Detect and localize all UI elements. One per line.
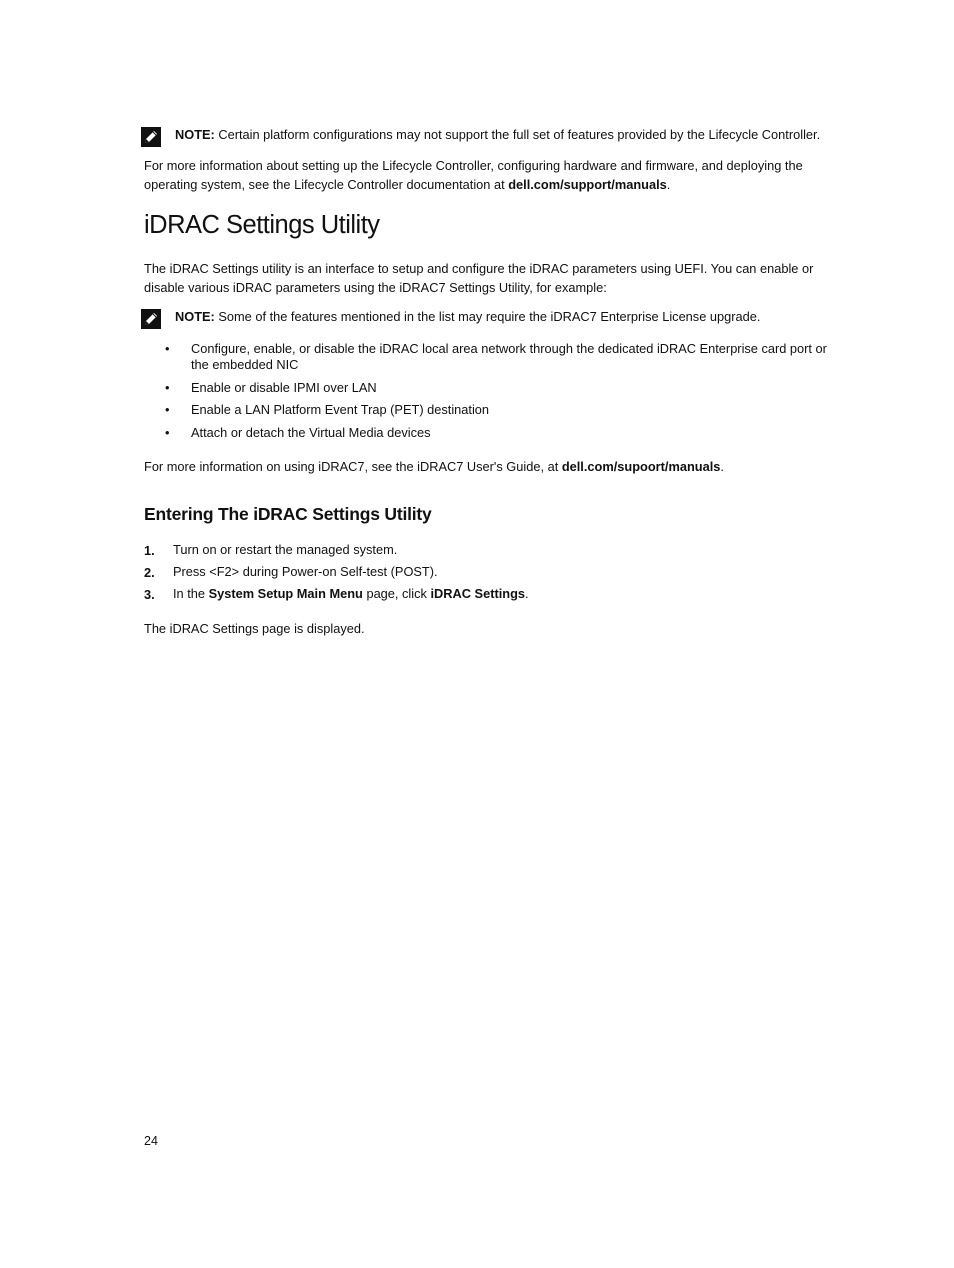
note-text-1 <box>175 127 820 143</box>
step-text: Press <F2> during Power-on Self-test (POST). <box>173 564 438 579</box>
bullet-text: Enable or disable IPMI over LAN <box>191 380 377 395</box>
idrac-settings-label: iDRAC Settings <box>430 586 526 601</box>
support-link[interactable]: dell.com/support/manuals <box>508 177 667 192</box>
bullet-icon: • <box>165 402 170 417</box>
bullet-icon: • <box>165 341 170 356</box>
note-callout-1 <box>140 126 840 152</box>
note-label: NOTE: <box>175 127 215 142</box>
step-number: 3. <box>144 587 155 602</box>
intro-paragraph <box>144 156 834 194</box>
result-paragraph: The iDRAC Settings page is displayed. <box>144 621 365 636</box>
feature-bullet-list <box>165 341 845 447</box>
step-number: 1. <box>144 543 155 558</box>
list-item <box>165 402 845 425</box>
note-label: NOTE: <box>175 309 215 324</box>
intro-period: . <box>666 177 671 192</box>
more-info-period: . <box>720 459 724 474</box>
bullet-text: Attach or detach the Virtual Media devices <box>191 425 431 440</box>
step-period: . <box>525 586 529 601</box>
more-info-text: For more information on using iDRAC7, see the iDRAC7 User's Guide, at <box>144 459 562 474</box>
note-body: Some of the features mentioned in the list may require the iDRAC7 Enterprise License upgrade. <box>214 309 761 324</box>
supoort-link[interactable]: dell.com/supoort/manuals <box>561 459 721 474</box>
page-number: 24 <box>144 1134 158 1148</box>
bullet-text: Configure, enable, or disable the iDRAC local area network through the dedicated iDRAC Enterprise card port or the embedded NIC <box>191 341 827 372</box>
bullet-icon: • <box>165 425 170 440</box>
list-item <box>165 380 845 402</box>
step-text: In the <box>173 586 209 601</box>
note-text-2 <box>175 309 760 325</box>
steps-list <box>144 542 824 608</box>
bullet-icon: • <box>165 380 170 395</box>
note-body: Certain platform configurations may not support the full set of features provided by the Lifecycle Controller. <box>214 127 821 142</box>
list-item <box>165 425 845 447</box>
step-text: page, click <box>362 586 431 601</box>
step-number: 2. <box>144 565 155 580</box>
list-item <box>165 341 845 380</box>
system-setup-main-menu-label: System Setup Main Menu <box>208 586 363 601</box>
note-callout-2 <box>140 308 840 334</box>
step-item <box>144 542 824 564</box>
step-item <box>144 586 824 608</box>
step-text: Turn on or restart the managed system. <box>173 542 398 557</box>
step-item <box>144 564 824 586</box>
intro-text: For more information about setting up the Lifecycle Controller, configuring hardware and firmware, and deploying the operating system, see the Lifecycle Controller documentation at <box>144 158 803 192</box>
utility-paragraph: The iDRAC Settings utility is an interface to setup and configure the iDRAC parameters using UEFI. You can enable or disable various iDRAC parameters using the iDRAC7 Settings Utility, for example: <box>144 261 814 295</box>
page-title: iDRAC Settings Utility <box>144 211 380 239</box>
more-info-paragraph <box>144 457 834 476</box>
section-heading: Entering The iDRAC Settings Utility <box>144 504 432 524</box>
bullet-text: Enable a LAN Platform Event Trap (PET) destination <box>191 402 490 417</box>
pencil-note-icon <box>140 126 162 148</box>
pencil-note-icon <box>140 308 162 330</box>
